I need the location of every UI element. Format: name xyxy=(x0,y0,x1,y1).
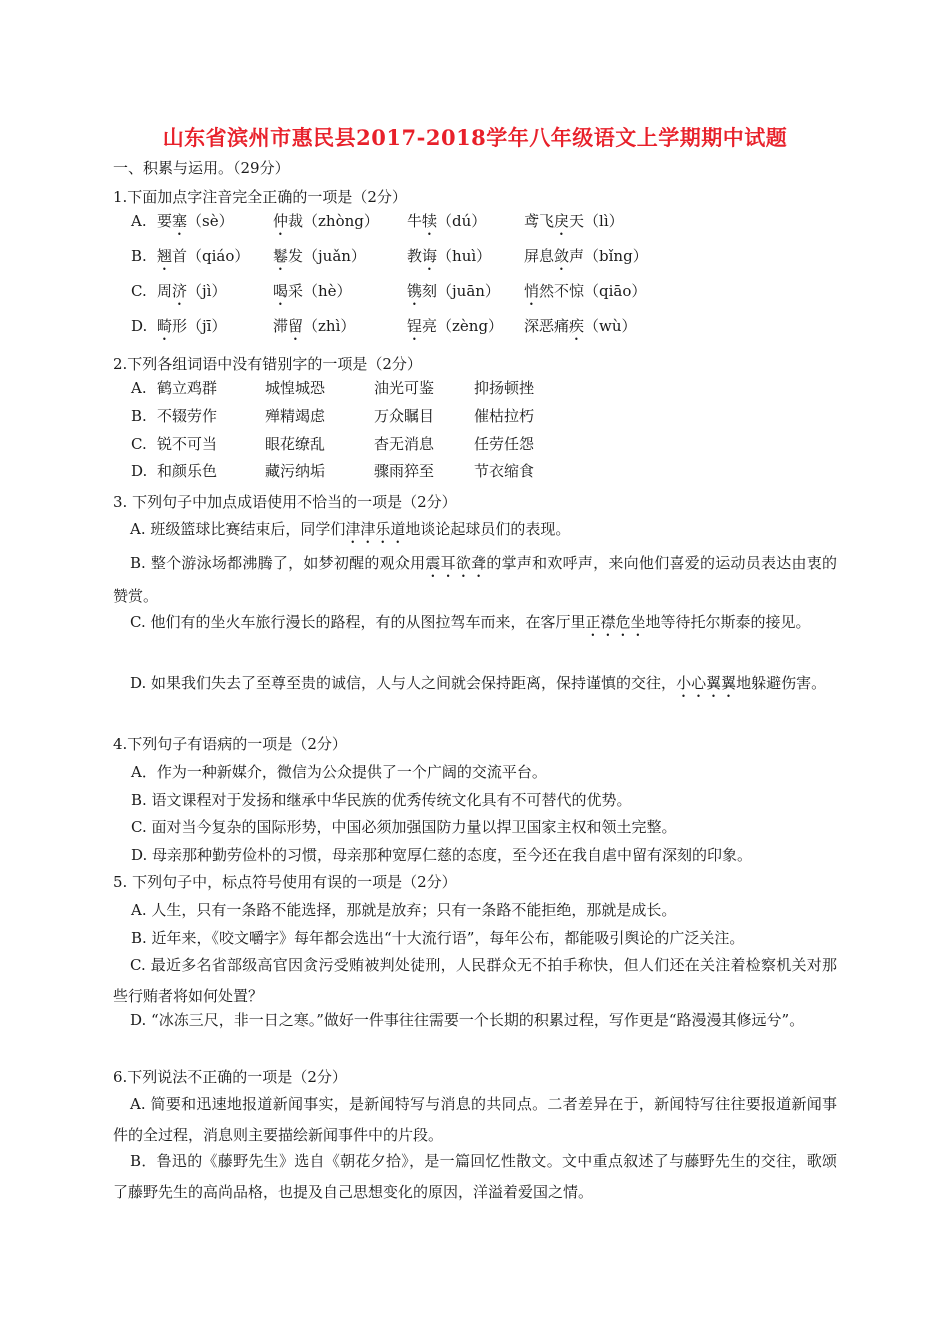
question-6-option-b: B．鲁迅的《藤野先生》选自《朝花夕拾》，是一篇回忆性散文。文中重点叙述了与藤野先生的交往，歌颂了藤野先生的高尚品格，也提及自己思想变化的原因，洋溢着爱国之情。 xyxy=(113,1152,837,1201)
question-4-option-b: B. 语文课程对于发扬和继承中华民族的优秀传统文化具有不可替代的优势。 xyxy=(131,791,632,809)
dotted-character: 济 xyxy=(172,282,188,300)
dotted-character: 戾 xyxy=(554,212,570,230)
pinyin-option: 畸形（jī） xyxy=(157,317,227,335)
option-label: B. xyxy=(130,554,146,572)
pinyin-option: 要塞（sè） xyxy=(157,212,234,230)
dotted-character: 镌 xyxy=(407,282,423,300)
word-group: 杳无消息 xyxy=(374,435,435,453)
option-label: C. xyxy=(130,613,146,631)
word-group: 抑扬顿挫 xyxy=(474,379,535,397)
word-group: 油光可鉴 xyxy=(374,379,435,397)
word-group: 节衣缩食 xyxy=(474,462,535,480)
dotted-idiom: 小心翼翼 xyxy=(676,674,737,692)
dotted-character: 喝 xyxy=(273,282,289,300)
word-group: 和颜乐色 xyxy=(157,462,218,480)
pinyin-option: 翘首（qiáo） xyxy=(157,247,250,265)
pinyin-option: 教诲（huì） xyxy=(407,247,492,265)
question-5-option-a: A. 人生，只有一条路不能选择，那就是放弃；只有一条路不能拒绝，那就是成长。 xyxy=(131,901,677,919)
pinyin-option: 锃亮（zèng） xyxy=(407,317,504,335)
question-5-option-b: B. 近年来，《咬文嚼字》每年都会选出“十大流行语”，每年公布，都能吸引舆论的广泛关注。 xyxy=(131,929,745,947)
option-label: D. xyxy=(130,674,147,692)
pinyin-option: 悄然不惊（qiāo） xyxy=(524,282,647,300)
pinyin-option: 仲裁（zhòng） xyxy=(273,212,379,230)
word-group: 万众瞩目 xyxy=(374,407,435,425)
option-label: D. xyxy=(131,317,148,335)
word-group: 殚精竭虑 xyxy=(265,407,326,425)
question-4-option-d: D. 母亲那种勤劳俭朴的习惯，母亲那种宽厚仁慈的态度，至今还在我自虐中留有深刻的印象。 xyxy=(131,846,753,864)
dotted-character: 敛 xyxy=(554,247,570,265)
pinyin-option: 滞留（zhì） xyxy=(273,317,356,335)
dotted-character: 塞 xyxy=(172,212,188,230)
word-group: 眼花缭乱 xyxy=(265,435,326,453)
option-label: B. xyxy=(131,407,147,425)
dotted-character: 翘 xyxy=(157,247,173,265)
word-group: 鹤立鸡群 xyxy=(157,379,218,397)
question-3-option-d: D. 如果我们失去了至尊至贵的诚信，人与人之间就会保持距离，保持谨慎的交往，小心翼翼地躲避伤害。 xyxy=(130,674,827,692)
dotted-character: 仲 xyxy=(273,212,289,230)
option-label: B. xyxy=(131,247,147,265)
dotted-character: 疾 xyxy=(569,317,585,335)
question-5-stem: 5. 下列句子中，标点符号使用有误的一项是（2分） xyxy=(113,873,457,891)
option-label: A. xyxy=(131,212,147,230)
dotted-character: 鬈 xyxy=(273,247,289,265)
word-group: 城惶城恐 xyxy=(265,379,326,397)
word-group: 锐不可当 xyxy=(157,435,218,453)
dotted-character: 悄 xyxy=(524,282,540,300)
word-group: 催枯拉朽 xyxy=(474,407,535,425)
pinyin-option: 鬈发（juǎn） xyxy=(273,247,366,265)
option-label: C. xyxy=(131,435,147,453)
dotted-idiom: 津津乐道 xyxy=(345,520,406,538)
word-group: 骤雨猝至 xyxy=(374,462,435,480)
pinyin-option: 牛犊（dú） xyxy=(407,212,487,230)
dotted-character: 留 xyxy=(288,317,304,335)
question-3-option-a: A. 班级篮球比赛结束后，同学们津津乐道地谈论起球员们的表现。 xyxy=(130,520,571,538)
pinyin-option: 深恶痛疾（wù） xyxy=(524,317,637,335)
pinyin-option: 镌刻（juān） xyxy=(407,282,500,300)
question-2-stem: 2.下列各组词语中没有错别字的一项是（2分） xyxy=(113,355,422,373)
option-label: D. xyxy=(131,462,148,480)
page-title: 山东省滨州市惠民县2017-2018学年八年级语文上学期期中试题 xyxy=(162,125,788,150)
question-6-stem: 6.下列说法不正确的一项是（2分） xyxy=(113,1068,347,1086)
word-group: 任劳任怨 xyxy=(474,435,535,453)
question-5-option-d: D. “冰冻三尺，非一日之寒。”做好一件事往往需要一个长期的积累过程，写作更是“路漫漫其修远兮”。 xyxy=(130,1011,805,1029)
pinyin-option: 喝采（hè） xyxy=(273,282,352,300)
question-3-option-c: C. 他们有的坐火车旅行漫长的路程，有的从图拉驾车而来，在客厅里正襟危坐地等待托尔斯泰的接见。 xyxy=(130,613,811,631)
dotted-character: 畸 xyxy=(157,317,173,335)
question-4-option-a: A．作为一种新媒介，微信为公众提供了一个广阔的交流平台。 xyxy=(131,763,547,781)
option-label: A. xyxy=(130,520,146,538)
dotted-character: 锃 xyxy=(407,317,423,335)
pinyin-option: 鸢飞戾天（lì） xyxy=(524,212,624,230)
question-3-stem: 3. 下列句子中加点成语使用不恰当的一项是（2分） xyxy=(113,493,457,511)
section-heading: 一、积累与运用。（29分） xyxy=(113,159,290,177)
question-6-option-a: A. 简要和迅速地报道新闻事实，是新闻特写与消息的共同点。二者差异在于，新闻特写往往要报道新闻事件的全过程，消息则主要描绘新闻事件中的片段。 xyxy=(113,1095,837,1144)
question-3-option-b: B. 整个游泳场都沸腾了，如梦初醒的观众用震耳欲聋的掌声和欢呼声，来向他们喜爱的运动员表达由衷的赞赏。 xyxy=(113,554,837,605)
dotted-character: 犊 xyxy=(422,212,438,230)
word-group: 不辍劳作 xyxy=(157,407,218,425)
question-5-option-c: C. 最近多名省部级高官因贪污受贿被判处徒刑，人民群众无不拍手称快，但人们还在关注着检察机关对那些行贿者将如何处置？ xyxy=(113,956,837,1005)
dotted-character: 诲 xyxy=(422,247,438,265)
option-label: C. xyxy=(131,282,147,300)
dotted-idiom: 正襟危坐 xyxy=(585,613,646,631)
question-1-stem: 1.下面加点字注音完全正确的一项是（2分） xyxy=(113,188,407,206)
question-4-stem: 4.下列句子有语病的一项是（2分） xyxy=(113,735,347,753)
pinyin-option: 周济（jì） xyxy=(157,282,227,300)
option-label: A. xyxy=(131,379,147,397)
pinyin-option: 屏息敛声（bǐng） xyxy=(524,247,648,265)
dotted-idiom: 震耳欲聋 xyxy=(425,554,487,572)
question-4-option-c: C. 面对当今复杂的国际形势，中国必须加强国防力量以捍卫国家主权和领土完整。 xyxy=(131,818,677,836)
word-group: 藏污纳垢 xyxy=(265,462,326,480)
